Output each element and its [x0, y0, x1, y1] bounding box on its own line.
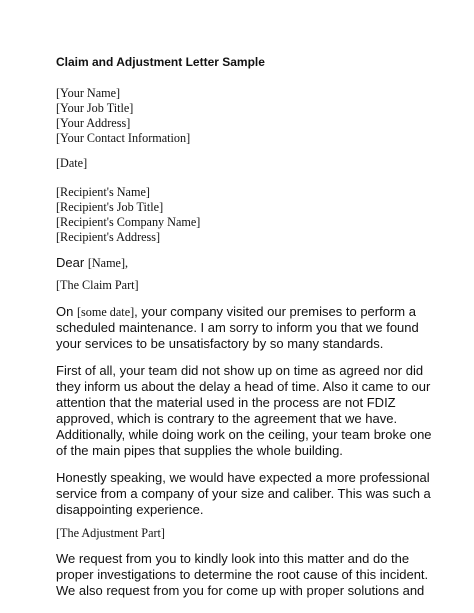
date-line: [Date]	[56, 156, 88, 170]
para1-lead: On	[56, 304, 74, 319]
recipient-company: [Recipient's Company Name]	[56, 215, 201, 229]
para1-date-placeholder: [some date]	[76, 305, 135, 319]
para2-line: approved, which is contrary to the agreement that we have.	[56, 411, 398, 426]
para4-line: We request from you to kindly look into this matter and do the	[56, 551, 410, 566]
adjustment-part-label: [The Adjustment Part]	[56, 526, 165, 540]
recipient-address: [Recipient's Address]	[56, 230, 161, 244]
para2-line: they inform us about the delay a head of time. Also it came to our	[56, 379, 431, 394]
sender-address: [Your Address]	[56, 116, 131, 130]
paragraph-1	[56, 304, 418, 352]
letter-content	[56, 55, 432, 599]
recipient-job-title: [Recipient's Job Title]	[56, 200, 164, 214]
para2-line: of the main pipes that supplies the whole building.	[56, 443, 343, 458]
document-title: Claim and Adjustment Letter Sample	[56, 55, 265, 69]
para2-line: Additionally, while doing work on the ceiling, your team broke one	[56, 427, 432, 442]
paragraph-3	[56, 470, 431, 518]
greeting	[56, 255, 418, 271]
recipient-name: [Recipient's Name]	[56, 185, 150, 199]
para1-line: scheduled maintenance. I am sorry to inform you that we found	[56, 320, 419, 335]
paragraph-2	[56, 363, 432, 459]
para2-line: attention that the material used in the process are not FDIZ	[56, 395, 396, 410]
para1-first-line-rest: , your company visited our premises to perform a	[134, 304, 416, 319]
para3-line: service from a company of your size and caliber. This was such a	[56, 486, 431, 501]
para3-line: disappointing experience.	[56, 502, 204, 517]
sender-contact: [Your Contact Information]	[56, 131, 191, 145]
recipient-block	[56, 185, 418, 245]
para4-line: We also request from you for come up with proper solutions and	[56, 583, 425, 598]
para1-line: your services to be unsatisfactory by so many standards.	[56, 336, 384, 351]
para2-line: First of all, your team did not show up on time as agreed nor did	[56, 363, 424, 378]
para4-line: proper investigations to determine the root cause of this incident.	[56, 567, 429, 582]
paragraph-4	[56, 551, 429, 599]
sender-block	[56, 86, 418, 146]
sender-name: [Your Name]	[56, 86, 121, 100]
para3-line: Honestly speaking, we would have expected a more professional	[56, 470, 430, 485]
claim-part-label: [The Claim Part]	[56, 278, 139, 292]
sender-job-title: [Your Job Title]	[56, 101, 134, 115]
greeting-name: [Name],	[87, 256, 129, 270]
greeting-word: Dear	[56, 255, 85, 270]
